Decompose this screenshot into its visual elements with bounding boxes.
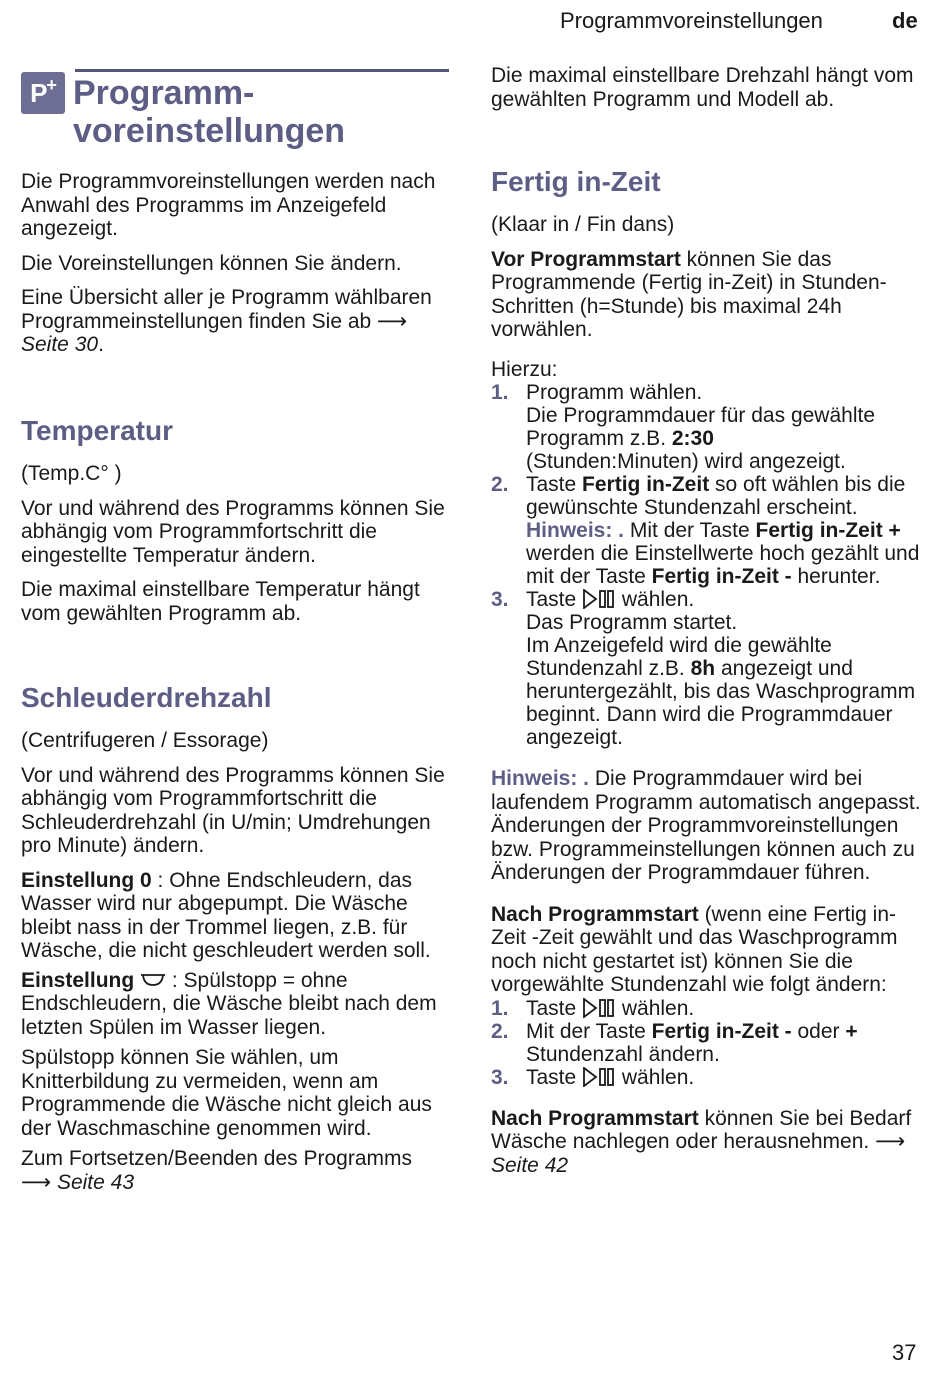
after-start-paragraph: Nach Programmstart (wenn eine Fertig in-Zeit -Zeit gewählt und das Waschprogramm noch nicht gestartet ist) können Sie die vorgewählte Stundenzahl wie folgt ändern: — [491, 902, 898, 996]
continue-paragraph: Zum Fortsetzen/Beenden des Programms ⟶ Seite 43 — [21, 1147, 413, 1194]
schleuder-heading: Schleuderdrehzahl — [21, 682, 272, 713]
note-label: Hinweis: . — [526, 519, 625, 542]
intro-paragraph-1: Die Programmvoreinstellungen werden nach Anwahl des Programms im Anzeigefeld angezeigt. — [21, 170, 436, 240]
temperatur-paragraph-2: Die maximal einstellbare Temperatur hängt vom gewählten Programm ab. — [21, 578, 420, 625]
list-item: 1. Programm wählen. Die Programmdauer für das gewählte Programm z.B. 2:30 (Stunden:Minuten) wird angezeigt. — [491, 381, 876, 473]
fertig-section — [491, 166, 923, 1177]
schleuder-section — [21, 682, 445, 1194]
duration-note: Hinweis: . Die Programmdauer wird bei laufendem Programm automatisch angepasst. Änderungen der Programmvoreinstellungen bzw. Programmeinstellungen können auch zu Änderungen der Programmdauer führen. — [491, 767, 921, 884]
page-reference[interactable]: Seite 43 — [56, 1170, 135, 1194]
arrow-right-icon: ⟶ — [875, 1129, 906, 1153]
list-item: 1. Taste wählen. — [491, 996, 695, 1020]
hierzu-label: Hierzu: — [491, 357, 558, 381]
steps-list-2 — [491, 997, 923, 1089]
schleuder-paragraph-2: Spülstopp können Sie wählen, um Knitterbildung zu vermeiden, wenn am Programmende die Wäsche nicht gleich aus der Waschmaschine genommen wird. — [21, 1046, 432, 1140]
list-item: 2. Taste Fertig in-Zeit so oft wählen bis die gewünschte Stundenzahl erscheint. Hinweis: . Mit der Taste Fertig in-Zeit + werden die Einstellwerte hoch gezählt und mit der Taste Fertig in-Zeit - herunter. — [491, 473, 920, 588]
rinse-hold-icon — [140, 973, 166, 987]
temperatur-section — [21, 415, 445, 625]
page-number: 37 — [892, 1340, 917, 1365]
page-reference[interactable]: Seite 42 — [491, 1153, 569, 1177]
schleuder-paragraph-1: Vor und während des Programms können Sie abhängig vom Programmfortschritt die Schleuderdrehzahl (in U/min; Umdrehungen pro Minute) ändern. — [21, 763, 445, 857]
intro-block — [21, 170, 445, 357]
list-item: 3. Taste wählen. — [491, 1065, 695, 1089]
overview-paragraph: Eine Übersicht aller je Programm wählbaren Programmeinstellungen finden Sie ab ⟶ Seite 30. — [21, 286, 432, 356]
final-paragraph: Nach Programmstart können Sie bei Bedarf Wäsche nachlegen oder herausnehmen. ⟶ Seite 42 — [491, 1106, 912, 1177]
temperatur-paragraph-1: Vor und während des Programms können Sie abhängig vom Programmfortschritt die eingestellte Temperatur ändern. — [21, 496, 445, 567]
section-title: Programm- voreinstellungen — [73, 74, 346, 150]
language-code: de — [892, 8, 918, 33]
list-item: 2. Mit der Taste Fertig in-Zeit - oder + Stundenzahl ändern. — [491, 1019, 858, 1066]
steps-list — [491, 381, 923, 749]
intro-paragraph-2: Die Voreinstellungen können Sie ändern. — [21, 251, 402, 275]
arrow-right-icon: ⟶ — [377, 308, 408, 333]
list-item: 3. Taste wählen. Das Programm startet. Im Anzeigefeld wird die gewählte Stundenzahl z.B. 8h angezeigt und heruntergezählt, bis das Waschprogramm beginnt. Dann wird die Programmdauer angezeigt. — [491, 588, 916, 749]
arrow-right-icon: ⟶ — [21, 1169, 52, 1194]
running-header-title: Programmvoreinstellungen — [560, 8, 823, 33]
program-plus-icon: P+ — [21, 72, 65, 114]
schleuder-display: (Centrifugeren / Essorage) — [21, 729, 269, 752]
fertig-heading: Fertig in-Zeit — [491, 166, 661, 197]
start-pause-icon — [582, 998, 616, 1018]
setting-rinse-hold-paragraph: Einstellung : Spülstopp = ohne Endschleudern, die Wäsche bleibt nach dem letzten Spülen im Wasser liegen. — [21, 968, 437, 1039]
section-rule — [75, 69, 449, 72]
temperatur-heading: Temperatur — [21, 415, 173, 446]
start-pause-icon — [582, 589, 616, 609]
fertig-display: (Klaar in / Fin dans) — [491, 213, 675, 236]
start-pause-icon — [582, 1067, 616, 1087]
setting-0-paragraph: Einstellung 0 : Ohne Endschleudern, das Wasser wird nur abgepumpt. Die Wäsche bleibt nass in der Trommel liegen, z.B. für Wäsche, die nicht geschleudert werden soll. — [21, 868, 431, 962]
temperatur-display: (Temp.C° ) — [21, 462, 122, 485]
max-speed-block — [491, 64, 923, 111]
note-label: Hinweis: . — [491, 767, 590, 790]
fertig-intro-paragraph: Vor Programmstart können Sie das Programmende (Fertig in-Zeit) in Stunden-Schritten (h=Stunde) bis maximal 24h vorwählen. — [491, 247, 887, 341]
max-speed-paragraph: Die maximal einstellbare Drehzahl hängt vom gewählten Programm und Modell ab. — [491, 64, 914, 111]
page-reference[interactable]: Seite 30 — [21, 333, 99, 356]
